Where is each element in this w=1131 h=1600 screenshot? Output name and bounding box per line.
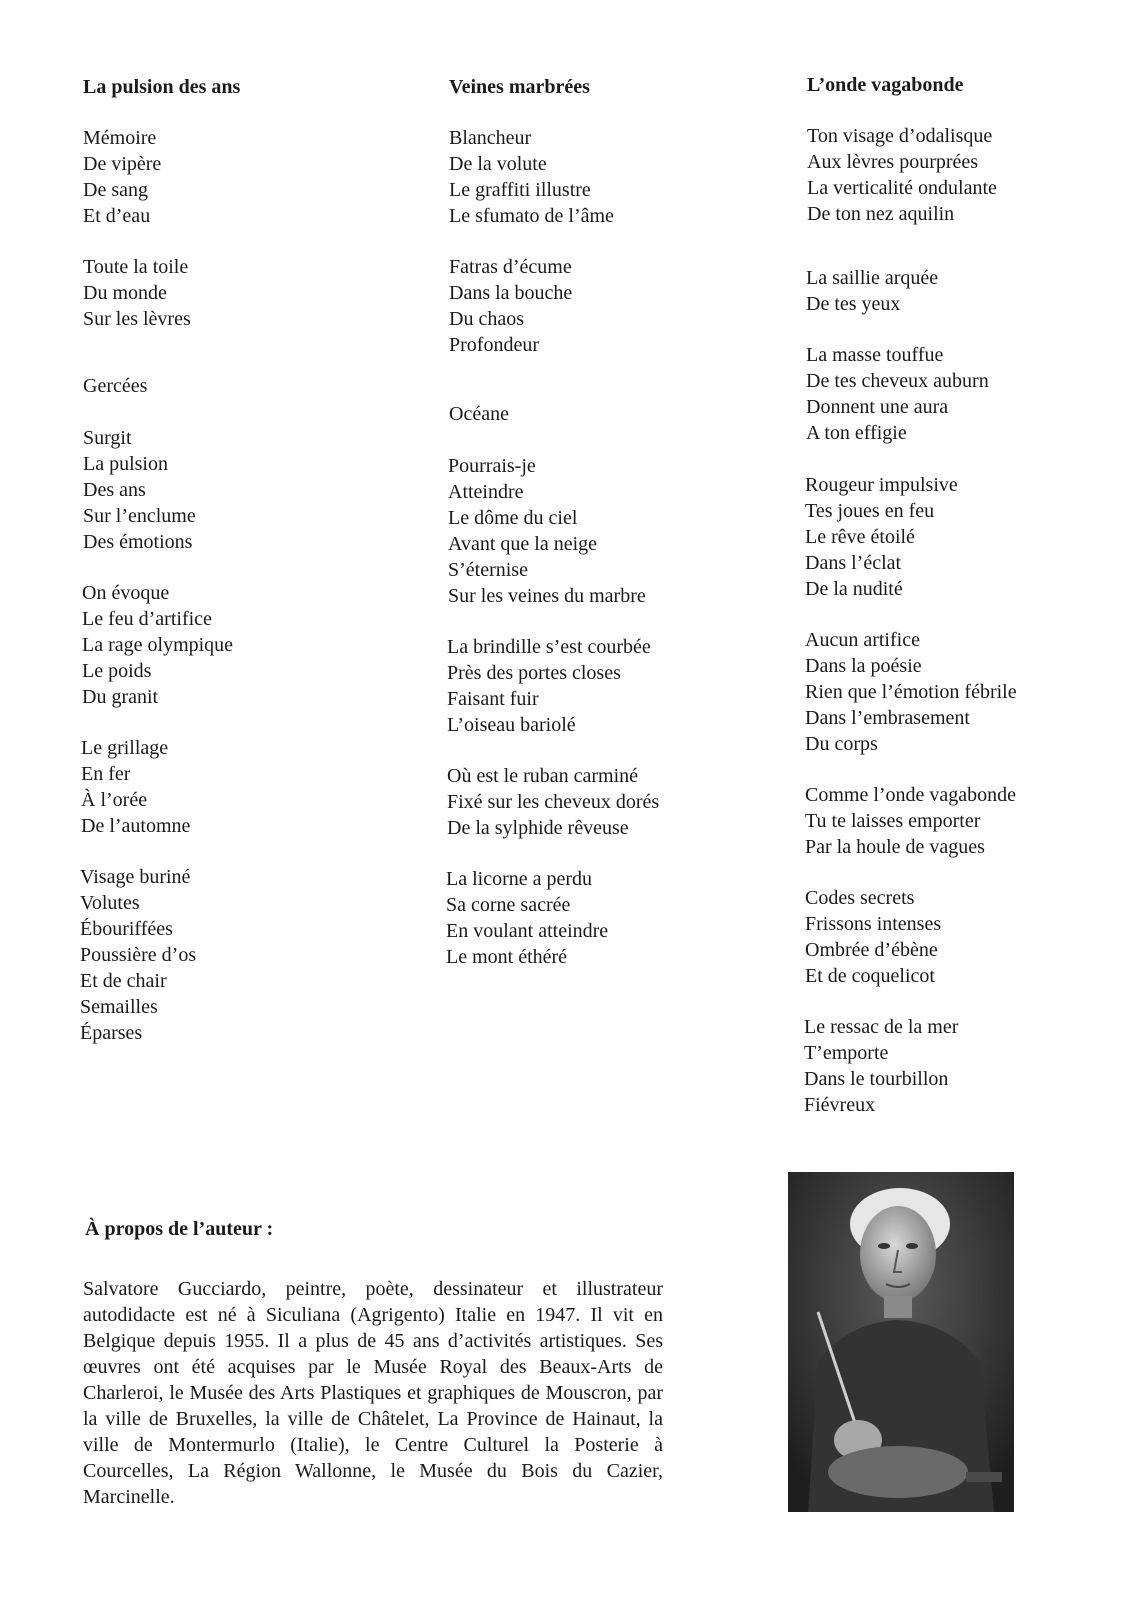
verse-line: Et d’eau	[83, 205, 151, 227]
verse-line: De l’automne	[81, 815, 191, 837]
verse-line: Sur les veines du marbre	[448, 585, 646, 607]
verse-line: Tu te laisses emporter	[805, 810, 981, 832]
author-biography: Salvatore Gucciardo, peintre, poète, dessinateur et illustrateur autodidacte est né à Siculiana (Agrigento) Italie en 1947. Il vit en Belgique depuis 1955. Il a plus de 45 ans d’activités artistiques. Ses œuvres ont été acquises par le Musée Royal des Beaux-Arts de Charleroi, le Musée des Arts Plastiques et graphiques de Mouscron, par la ville de Bruxelles, la ville de Châtelet, La Province de Hainaut, la ville de Montermurlo (Italie), le Centre Culturel la Posterie à Courcelles, La Région Wallonne, le Musée du Bois du Cazier, Marcinelle.	[83, 1278, 663, 1508]
verse-line: Ébouriffées	[80, 918, 173, 940]
verse-line: Le mont éthéré	[446, 946, 568, 968]
verse-line: Dans l’éclat	[805, 552, 902, 574]
verse-line: Aux lèvres pourprées	[807, 151, 979, 173]
verse-line: Fatras d’écume	[449, 256, 572, 278]
verse-line: Le feu d’artifice	[82, 608, 212, 630]
verse-line: On évoque	[82, 582, 170, 604]
verse-line: Visage buriné	[80, 866, 191, 888]
verse-line: Gercées	[83, 375, 148, 397]
stanza	[83, 425, 196, 555]
verse-line: Des émotions	[83, 531, 193, 553]
verse-line: Ombrée d’ébène	[805, 939, 938, 961]
verse-line: De la nudité	[805, 578, 903, 600]
verse-line: Profondeur	[449, 334, 539, 356]
verse-line: Donnent une aura	[806, 396, 949, 418]
verse-line: Surgit	[83, 427, 132, 449]
stanza	[805, 627, 1017, 757]
stanza	[447, 634, 651, 738]
verse-line: Rougeur impulsive	[805, 474, 958, 496]
verse-line: Du granit	[82, 686, 159, 708]
verse-line: Sur l’enclume	[83, 505, 196, 527]
verse-line: De vipère	[83, 153, 162, 175]
verse-line: La masse touffue	[806, 344, 944, 366]
verse-line: Fiévreux	[804, 1094, 876, 1116]
verse-line: Sa corne sacrée	[446, 894, 571, 916]
stanza	[82, 580, 233, 710]
verse-line: Mémoire	[83, 127, 157, 149]
verse-line: Sur les lèvres	[83, 308, 191, 330]
verse-line: A ton effigie	[806, 422, 907, 444]
verse-line: De ton nez aquilin	[807, 203, 955, 225]
verse-line: Poussière d’os	[80, 944, 197, 966]
verse-line: Codes secrets	[805, 887, 915, 909]
verse-line: La rage olympique	[82, 634, 234, 656]
stanza	[806, 265, 938, 317]
verse-line: Du monde	[83, 282, 167, 304]
verse-line: Le ressac de la mer	[804, 1016, 959, 1038]
verse-line: L’oiseau bariolé	[447, 714, 576, 736]
verse-line: La pulsion	[83, 453, 168, 475]
stanza	[80, 864, 196, 1046]
verse-line: La verticalité ondulante	[807, 177, 997, 199]
stanza	[83, 373, 147, 399]
verse-line: Faisant fuir	[447, 688, 539, 710]
verse-line: Le rêve étoilé	[805, 526, 915, 548]
verse-line: Le dôme du ciel	[448, 507, 578, 529]
stanza	[806, 342, 989, 446]
verse-line: T’emporte	[804, 1042, 889, 1064]
verse-line: Blancheur	[449, 127, 532, 149]
verse-line: De la volute	[449, 153, 547, 175]
verse-line: La licorne a perdu	[446, 868, 593, 890]
verse-line: Près des portes closes	[447, 662, 621, 684]
stanza	[83, 125, 161, 229]
stanza	[804, 1014, 958, 1118]
verse-line: Où est le ruban carminé	[447, 765, 639, 787]
verse-line: Le graffiti illustre	[449, 179, 591, 201]
verse-line: Dans la bouche	[449, 282, 573, 304]
about-author-heading: À propos de l’auteur :	[85, 1218, 274, 1240]
verse-line: Éparses	[80, 1022, 143, 1044]
verse-line: Fixé sur les cheveux dorés	[447, 791, 660, 813]
verse-line: Comme l’onde vagabonde	[805, 784, 1017, 806]
verse-line: Le sfumato de l’âme	[449, 205, 614, 227]
verse-line: Et de coquelicot	[805, 965, 935, 987]
stanza	[449, 254, 572, 358]
verse-line: De tes cheveux auburn	[806, 370, 989, 392]
verse-line: Toute la toile	[83, 256, 189, 278]
poem-title: L’onde vagabonde	[807, 74, 964, 96]
verse-line: La saillie arquée	[806, 267, 939, 289]
verse-line: En voulant atteindre	[446, 920, 609, 942]
stanza	[447, 763, 659, 841]
stanza	[805, 472, 958, 602]
stanza	[807, 123, 997, 227]
stanza	[805, 782, 1016, 860]
verse-line: La brindille s’est courbée	[447, 636, 651, 658]
author-portrait-photo	[788, 1172, 1014, 1512]
verse-line: Dans le tourbillon	[804, 1068, 949, 1090]
verse-line: Et de chair	[80, 970, 167, 992]
stanza	[449, 125, 614, 229]
verse-line: De sang	[83, 179, 148, 201]
verse-line: De la sylphide rêveuse	[447, 817, 629, 839]
verse-line: Du chaos	[449, 308, 524, 330]
verse-line: Volutes	[80, 892, 140, 914]
poem-title: Veines marbrées	[449, 76, 590, 98]
stanza	[805, 885, 941, 989]
stanza	[81, 735, 190, 839]
verse-line: Par la houle de vagues	[805, 836, 985, 858]
verse-line: Ton visage d’odalisque	[807, 125, 993, 147]
poem-title: La pulsion des ans	[83, 76, 241, 98]
stanza	[448, 453, 646, 609]
stanza	[83, 254, 191, 332]
verse-line: Rien que l’émotion fébrile	[805, 681, 1017, 703]
verse-line: S’éternise	[448, 559, 528, 581]
verse-line: En fer	[81, 763, 131, 785]
verse-line: Dans la poésie	[805, 655, 922, 677]
verse-line: À l’orée	[81, 789, 148, 811]
verse-line: Avant que la neige	[448, 533, 598, 555]
verse-line: Tes joues en feu	[805, 500, 935, 522]
verse-line: Pourrais-je	[448, 455, 536, 477]
verse-line: Le grillage	[81, 737, 169, 759]
verse-line: Le poids	[82, 660, 152, 682]
verse-line: Aucun artifice	[805, 629, 920, 651]
stanza	[449, 401, 509, 427]
verse-line: Du corps	[805, 733, 878, 755]
stanza	[446, 866, 608, 970]
verse-line: Des ans	[83, 479, 146, 501]
verse-line: Dans l’embrasement	[805, 707, 970, 729]
verse-line: Atteindre	[448, 481, 524, 503]
verse-line: Océane	[449, 403, 509, 425]
verse-line: Frissons intenses	[805, 913, 942, 935]
verse-line: Semailles	[80, 996, 158, 1018]
verse-line: De tes yeux	[806, 293, 901, 315]
